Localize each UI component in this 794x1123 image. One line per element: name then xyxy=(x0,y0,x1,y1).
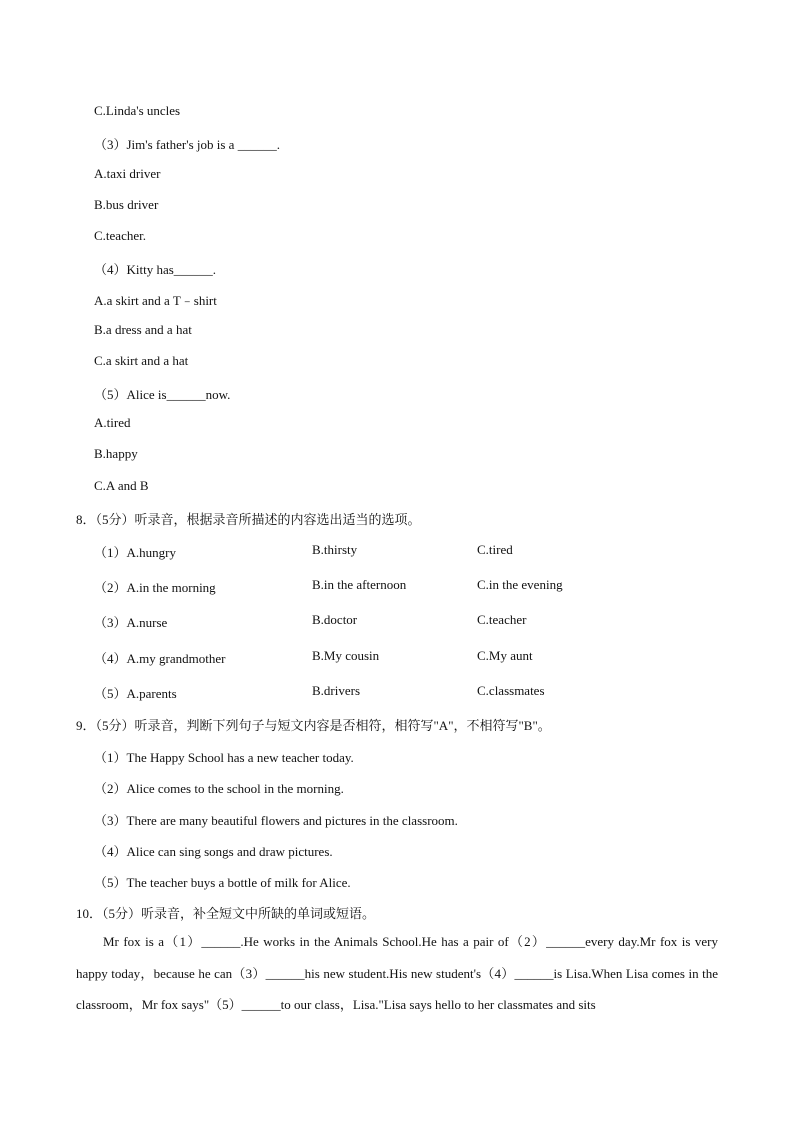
q7-line: （5）Alice is______now. xyxy=(94,387,231,402)
q8-option-a: （2）A.in the morning xyxy=(94,580,216,595)
q8-option-c: C.classmates xyxy=(477,683,545,698)
q8-option-b: B.thirsty xyxy=(312,542,358,557)
q7-line: A.a skirt and a T﹣shirt xyxy=(94,293,217,308)
q8-option-b: B.My cousin xyxy=(312,648,380,663)
q8-option-row xyxy=(94,648,734,666)
q10-heading: 10．（5分）听录音，补全短文中所缺的单词或短语。 xyxy=(76,906,376,921)
q7-line: C.Linda's uncles xyxy=(94,103,181,118)
q9-statement: （3）There are many beautiful flowers and pictures in the classroom. xyxy=(94,813,458,828)
q8-option-b: B.doctor xyxy=(312,612,358,627)
q7-line: C.A and B xyxy=(94,478,149,493)
q9-statement: （5）The teacher buys a bottle of milk for Alice. xyxy=(94,875,351,890)
q7-line: C.teacher. xyxy=(94,228,146,243)
q8-option-row xyxy=(94,577,734,595)
q7-line: B.bus driver xyxy=(94,197,159,212)
q8-option-c: C.My aunt xyxy=(477,648,533,663)
q9-statement: （1）The Happy School has a new teacher today. xyxy=(94,750,354,765)
q8-option-b: B.drivers xyxy=(312,683,361,698)
q9-statement: （4）Alice can sing songs and draw pictures. xyxy=(94,844,333,859)
q8-option-c: C.tired xyxy=(477,542,513,557)
q8-option-row xyxy=(94,542,734,560)
q7-line: （3）Jim's father's job is a ______. xyxy=(94,137,280,152)
q8-option-c: C.in the evening xyxy=(477,577,563,592)
q7-line: B.happy xyxy=(94,446,138,461)
q8-option-row xyxy=(94,683,734,701)
q7-line: C.a skirt and a hat xyxy=(94,353,189,368)
q7-line: B.a dress and a hat xyxy=(94,322,192,337)
q9-statement: （2）Alice comes to the school in the morning. xyxy=(94,781,344,796)
q9-heading: 9．（5分）听录音，判断下列句子与短文内容是否相符，相符写"A"，不相符写"B"。 xyxy=(76,718,551,733)
q8-option-a: （1）A.hungry xyxy=(94,545,176,560)
q8-option-c: C.teacher xyxy=(477,612,527,627)
q8-option-a: （4）A.my grandmother xyxy=(94,651,226,666)
q7-line: （4）Kitty has______. xyxy=(94,262,217,277)
q8-option-a: （5）A.parents xyxy=(94,686,177,701)
q8-heading: 8．（5分）听录音，根据录音所描述的内容选出适当的选项。 xyxy=(76,512,421,527)
q8-option-b: B.in the afternoon xyxy=(312,577,407,592)
q8-option-row xyxy=(94,612,734,630)
q7-line: A.taxi driver xyxy=(94,166,161,181)
q10-passage: Mr fox is a（1）______.He works in the Animals School.He has a pair of（2）______every day.Mr fox is very happy today，because he can（3）______his new student.His new student's（4）______is Lisa.When Lisa comes in the classroom，Mr fox says"（5）______to our class，Lisa."Lisa says hello to her classmates and sits xyxy=(76,934,718,1012)
q8-option-a: （3）A.nurse xyxy=(94,615,168,630)
q7-line: A.tired xyxy=(94,415,131,430)
